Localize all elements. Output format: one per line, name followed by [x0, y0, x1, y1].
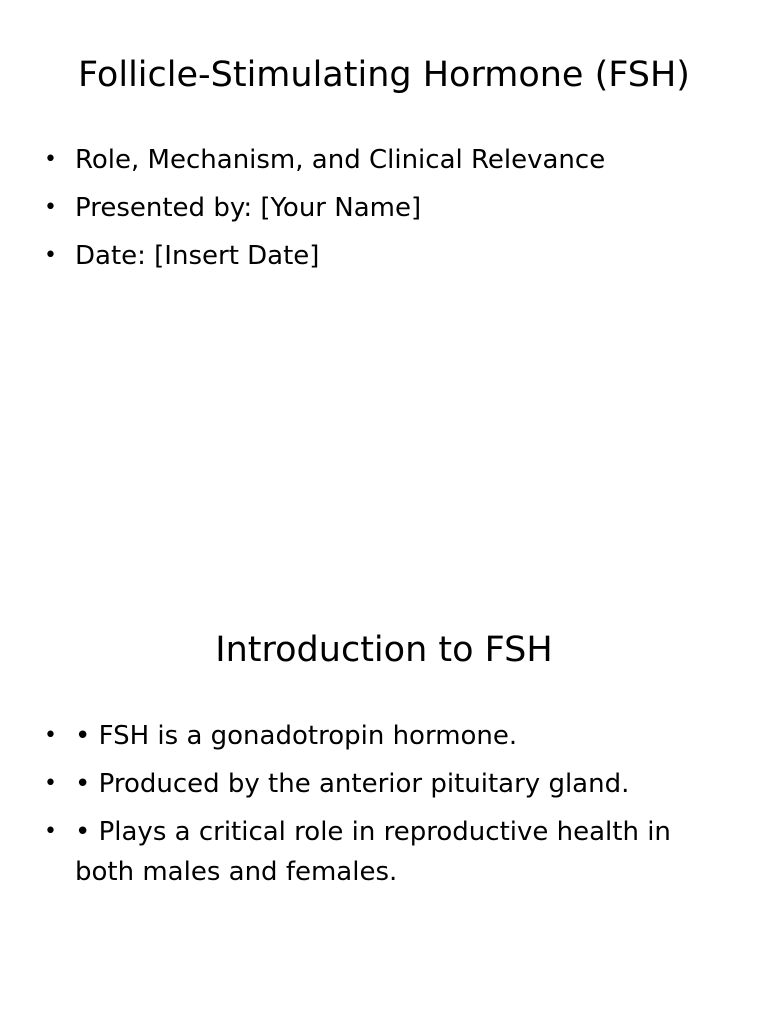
- slide-title-heading: Introduction to FSH: [215, 630, 553, 670]
- slide-bullet-list: [0, 716, 768, 900]
- bullet-item: [0, 236, 768, 276]
- bullet-item: [0, 812, 768, 892]
- bullet-glyph: •: [44, 819, 57, 844]
- bullet-item: [0, 188, 768, 228]
- bullet-text: • FSH is a gonadotropin hormone.: [75, 721, 518, 751]
- bullet-text: Date: [Insert Date]: [75, 241, 320, 271]
- bullet-glyph: •: [44, 147, 57, 172]
- bullet-glyph: •: [44, 771, 57, 796]
- bullet-text: Presented by: [Your Name]: [75, 193, 422, 223]
- bullet-glyph: •: [44, 243, 57, 268]
- bullet-item: [0, 764, 768, 804]
- slide-bullet-list: [0, 140, 768, 284]
- bullet-item: [0, 140, 768, 180]
- slide-introduction: [0, 576, 768, 1024]
- bullet-glyph: •: [44, 723, 57, 748]
- bullet-text: Role, Mechanism, and Clinical Relevance: [75, 145, 606, 175]
- bullet-text: • Produced by the anterior pituitary gland.: [75, 769, 630, 799]
- bullet-item: [0, 716, 768, 756]
- slide-title-heading: Follicle-Stimulating Hormone (FSH): [78, 55, 690, 95]
- bullet-glyph: •: [44, 195, 57, 220]
- bullet-text: • Plays a critical role in reproductive health in both males and females.: [75, 817, 671, 887]
